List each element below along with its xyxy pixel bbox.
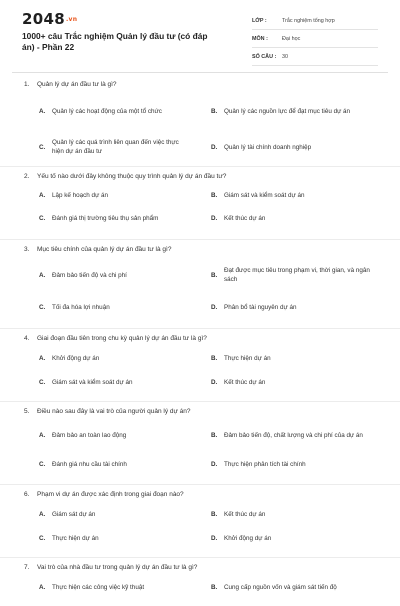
option-text: Giám sát dự án bbox=[52, 510, 96, 518]
option-c[interactable] bbox=[39, 531, 189, 545]
option-c[interactable] bbox=[39, 211, 189, 225]
option-text: Kết thúc dự án bbox=[224, 510, 266, 518]
question-text bbox=[24, 81, 117, 88]
question-label: Vai trò của nhà đầu tư trong quản lý dự án đầu tư là gì? bbox=[37, 564, 198, 571]
option-d[interactable] bbox=[211, 138, 381, 156]
option-text: Thực hiện dự án bbox=[224, 354, 271, 362]
question-label: Giai đoạn đầu tiên trong chu kỳ quản lý dự án đầu tư là gì? bbox=[37, 335, 207, 342]
option-text: Kết thúc dự án bbox=[224, 378, 266, 386]
option-letter: A. bbox=[39, 431, 46, 439]
option-letter: D. bbox=[211, 534, 218, 542]
option-b[interactable] bbox=[211, 188, 381, 202]
question-number: 7. bbox=[24, 564, 30, 571]
option-b[interactable] bbox=[211, 351, 381, 365]
page-title: 1000+ câu Trắc nghiệm Quản lý đầu tư (có đáp án) - Phần 22 bbox=[22, 31, 208, 52]
option-b[interactable] bbox=[211, 266, 381, 284]
question-number: 3. bbox=[24, 246, 30, 253]
option-letter: A. bbox=[39, 271, 46, 279]
meta-value[interactable]: Trắc nghiệm tổng hợp bbox=[282, 17, 335, 24]
option-text: Phân bổ tài nguyên dự án bbox=[224, 303, 297, 311]
question-6 bbox=[0, 485, 400, 558]
option-text: Lập kế hoạch dự án bbox=[52, 191, 109, 199]
option-text: Quản lý các nguồn lực để đạt mục tiêu dự án bbox=[224, 107, 351, 115]
question-list bbox=[0, 75, 400, 606]
question-4 bbox=[0, 329, 400, 402]
option-letter: B. bbox=[211, 431, 218, 439]
option-text: Quản lý các quá trình liên quan đến việc thực hiện dự án đầu tư bbox=[52, 139, 179, 155]
option-text: Giám sát và kiểm soát dự án bbox=[52, 378, 133, 386]
option-d[interactable] bbox=[211, 300, 381, 314]
option-text: Giám sát và kiểm soát dự án bbox=[224, 191, 305, 199]
option-b[interactable] bbox=[211, 507, 381, 521]
logo-text: 2048 bbox=[22, 10, 65, 28]
option-a[interactable] bbox=[39, 266, 189, 284]
question-2 bbox=[0, 167, 400, 240]
question-text bbox=[24, 246, 171, 253]
option-a[interactable] bbox=[39, 351, 189, 365]
question-text bbox=[24, 173, 226, 180]
question-number: 5. bbox=[24, 408, 30, 415]
meta-value: 30 bbox=[282, 53, 288, 60]
option-text: Đánh giá thị trường tiêu thụ sản phẩm bbox=[52, 214, 159, 222]
option-text: Đảm bảo tiến độ và chi phí bbox=[52, 271, 127, 279]
option-a[interactable] bbox=[39, 426, 189, 444]
question-text bbox=[24, 408, 191, 415]
option-a[interactable] bbox=[39, 507, 189, 521]
question-number: 2. bbox=[24, 173, 30, 180]
logo-suffix: .vn bbox=[65, 16, 78, 23]
question-number: 4. bbox=[24, 335, 30, 342]
option-letter: B. bbox=[211, 271, 218, 279]
option-b[interactable] bbox=[211, 102, 381, 120]
question-text bbox=[24, 491, 184, 498]
option-text: Đạt được mục tiêu trong phạm vi, thời gian, và ngân sách bbox=[224, 267, 370, 283]
question-label: Điều nào sau đây là vai trò của người quản lý dự án? bbox=[37, 408, 191, 415]
question-label: Quản lý dự án đầu tư là gì? bbox=[37, 81, 117, 88]
option-a[interactable] bbox=[39, 580, 189, 594]
option-d[interactable] bbox=[211, 375, 381, 389]
question-7 bbox=[0, 558, 400, 606]
option-letter: A. bbox=[39, 107, 46, 115]
option-text: Khởi động dự án bbox=[52, 354, 100, 362]
option-text: Đánh giá nhu cầu tài chính bbox=[52, 460, 127, 468]
option-letter: D. bbox=[211, 460, 218, 468]
question-text bbox=[24, 564, 197, 571]
header-divider bbox=[12, 72, 388, 73]
question-number: 6. bbox=[24, 491, 30, 498]
option-d[interactable] bbox=[211, 457, 381, 471]
option-a[interactable] bbox=[39, 188, 189, 202]
meta-count-row bbox=[252, 48, 378, 66]
document-meta bbox=[252, 12, 378, 66]
meta-subject-row bbox=[252, 30, 378, 48]
option-letter: D. bbox=[211, 143, 218, 151]
question-number: 1. bbox=[24, 81, 30, 88]
option-text: Đảm bảo an toàn lao động bbox=[52, 431, 127, 439]
option-text: Quản lý các hoạt động của một tổ chức bbox=[52, 107, 162, 115]
question-label: Mục tiêu chính của quản lý dự án đầu tư là gì? bbox=[37, 246, 172, 253]
option-letter: C. bbox=[39, 534, 46, 542]
meta-key: MÔN : bbox=[252, 35, 268, 42]
option-text: Thực hiện dự án bbox=[52, 534, 99, 542]
question-label: Yếu tố nào dưới đây không thuộc quy trình quản lý dự án đầu tư? bbox=[37, 173, 227, 180]
option-text: Thực hiện phân tích tài chính bbox=[224, 460, 306, 468]
site-logo[interactable] bbox=[22, 10, 77, 28]
option-letter: C. bbox=[39, 378, 46, 386]
option-letter: C. bbox=[39, 303, 46, 311]
option-text: Tối đa hóa lợi nhuận bbox=[52, 303, 110, 311]
option-text: Đảm bảo tiến độ, chất lượng và chi phí của dự án bbox=[224, 431, 363, 439]
option-a[interactable] bbox=[39, 102, 189, 120]
option-c[interactable] bbox=[39, 375, 189, 389]
meta-value[interactable]: Đại học bbox=[282, 35, 301, 42]
option-letter: C. bbox=[39, 143, 46, 151]
option-letter: D. bbox=[211, 214, 218, 222]
option-b[interactable] bbox=[211, 580, 381, 594]
question-1 bbox=[0, 75, 400, 167]
option-letter: D. bbox=[211, 303, 218, 311]
option-letter: A. bbox=[39, 510, 46, 518]
option-c[interactable] bbox=[39, 300, 189, 314]
option-c[interactable] bbox=[39, 138, 189, 156]
option-letter: D. bbox=[211, 378, 218, 386]
option-letter: B. bbox=[211, 583, 218, 591]
option-letter: B. bbox=[211, 107, 218, 115]
option-letter: B. bbox=[211, 354, 218, 362]
question-text bbox=[24, 335, 207, 342]
option-letter: B. bbox=[211, 510, 218, 518]
option-d[interactable] bbox=[211, 211, 381, 225]
option-letter: B. bbox=[211, 191, 218, 199]
question-3 bbox=[0, 240, 400, 329]
option-c[interactable] bbox=[39, 457, 189, 471]
option-text: Quản lý tài chính doanh nghiệp bbox=[224, 143, 312, 151]
meta-key: SỐ CÂU : bbox=[252, 53, 277, 60]
option-letter: A. bbox=[39, 354, 46, 362]
option-d[interactable] bbox=[211, 531, 381, 545]
question-label: Phạm vi dự án được xác định trong giai đoạn nào? bbox=[37, 491, 184, 498]
option-letter: A. bbox=[39, 191, 46, 199]
option-text: Cung cấp nguồn vốn và giám sát tiến độ bbox=[224, 583, 337, 591]
meta-class-row bbox=[252, 12, 378, 30]
option-text: Khởi động dự án bbox=[224, 534, 272, 542]
option-letter: C. bbox=[39, 214, 46, 222]
option-letter: C. bbox=[39, 460, 46, 468]
option-text: Thực hiện các công việc kỹ thuật bbox=[52, 583, 145, 591]
document-header bbox=[0, 0, 400, 70]
question-5 bbox=[0, 402, 400, 485]
option-b[interactable] bbox=[211, 426, 381, 444]
option-text: Kết thúc dự án bbox=[224, 214, 266, 222]
meta-key: LỚP : bbox=[252, 17, 267, 24]
option-letter: A. bbox=[39, 583, 46, 591]
